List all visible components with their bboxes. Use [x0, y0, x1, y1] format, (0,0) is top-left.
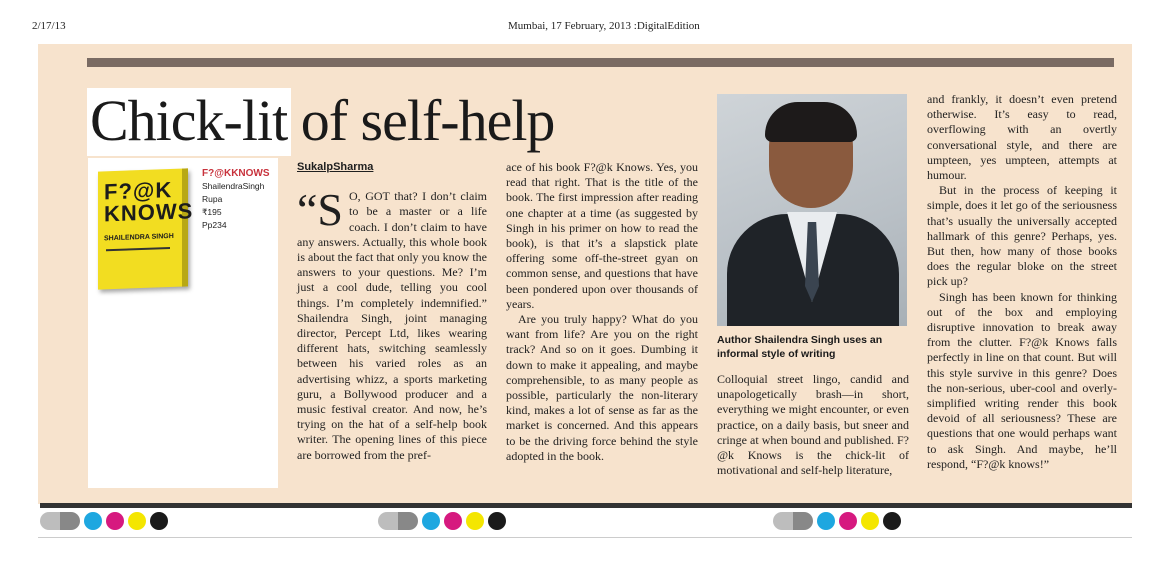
gray-registration-mark [40, 512, 80, 530]
gray-registration-mark [378, 512, 418, 530]
yellow-registration-dot [861, 512, 879, 530]
article-column-2 [506, 160, 698, 464]
bottom-rule [40, 503, 1132, 508]
column-2-paragraph-1: ace of his book F?@k Knows. Yes, you read that right. That is the title of the book. The first impression after reading one chapter at a time (as suggested by Singh in his primer on how to read the book), is that it’s a slapstick plate offering some off-the-street gyan on common sense, and questions that have been pondered upon over thousands of years. [506, 160, 698, 311]
gray-registration-mark [773, 512, 813, 530]
cyan-registration-dot [817, 512, 835, 530]
edition-line: Mumbai, 17 February, 2013 :DigitalEdition [508, 20, 700, 32]
color-registration-marks-center [378, 512, 506, 530]
magenta-registration-dot [444, 512, 462, 530]
page-bottom-line [38, 537, 1132, 538]
book-cover-author: SHAILENDRA SINGH [104, 232, 174, 243]
book-info-title: F?@KKNOWS [202, 168, 270, 179]
article-column-3 [717, 372, 909, 478]
top-rule [87, 58, 1114, 67]
yellow-registration-dot [128, 512, 146, 530]
column-4-paragraph-3: Singh has been known for thinking out of the box and employing disruptive innovation to break away from the clutter. F?@k Knows falls perfectly in line on that count. But will this style survive in this genre? Does the non-serious, uber-cool and overly-simplified writing render this book devoid of all seriousness? These are questions that one would perhaps want to ask Singh. And maybe, he’ll respond, “F?@k knows!” [927, 289, 1117, 471]
column-4-paragraph-2: But in the process of keeping it simple, does it let go of the seriousness that’s usually the universally accepted hallmark of this genre? Perhaps, yes. But then, how many of those books does the regular bloke on the street pick up? [927, 183, 1117, 289]
book-cover-image [98, 168, 194, 289]
magenta-registration-dot [106, 512, 124, 530]
article-column-1 [297, 160, 487, 463]
book-cover-doodle [106, 247, 170, 283]
byline: SukalpSharma [297, 161, 374, 173]
article-column-4 [927, 92, 1117, 472]
black-registration-dot [883, 512, 901, 530]
magenta-registration-dot [839, 512, 857, 530]
print-date: 2/17/13 [32, 20, 66, 32]
drop-cap: “S [297, 184, 343, 236]
author-photo [717, 94, 907, 326]
color-registration-marks-left [40, 512, 168, 530]
cyan-registration-dot [84, 512, 102, 530]
column-4-paragraph-1: and frankly, it doesn’t even pretend otherwise. It’s easy to read, overflowing with an overtly conversational style, and there are umpteen, yes umpteen, attempts at humour. [927, 92, 1117, 183]
book-info-pages: Pp234 [202, 220, 227, 230]
column-1-text: O, GOT that? I don’t claim to be a master or a life coach. I don’t claim to have any answers. Actually, this whole book is about the fact that only you know the answers to your questions. Me? I’m just a cool dude, telling you cool things. I’m completely indemnified.” Shailendra Singh, joint managing director, Percept Ltd, likes wearing different hats, switching seamlessly between his varied roles as an advertising whizz, a sports marketing guru, a Bollywood producer and a music festival creator. And now, he’s trying on the hat of a self-help book writer. The opening lines of this piece are borrowed from the pref- [297, 189, 487, 462]
column-3-text: Colloquial street lingo, candid and unapologetically brash—in short, everything we might encounter, or even practice, on a daily basis, but sneer and cringe at when bound and published. F?@k Knows is the chick-lit of motivational and self-help literature, [717, 372, 909, 478]
black-registration-dot [150, 512, 168, 530]
book-info-author: ShailendraSingh [202, 181, 265, 191]
book-info [202, 167, 270, 232]
book-info-price: ₹195 [202, 207, 222, 217]
yellow-registration-dot [466, 512, 484, 530]
book-info-publisher: Rupa [202, 194, 223, 204]
black-registration-dot [488, 512, 506, 530]
book-cover-title: F?@K KNOWS [104, 176, 194, 227]
photo-caption: Author Shailendra Singh uses an informal style of writing [717, 334, 883, 360]
color-registration-marks-right [773, 512, 901, 530]
cyan-registration-dot [422, 512, 440, 530]
column-2-paragraph-2: Are you truly happy? What do you want from life? Are you on the right track? And so on it goes. Dumbing it down to make it appealing, and maybe comprehensible, to as many people as possible, particularly the non-literary kind, makes a lot of sense as far as the market is concerned. And this appears to be the driving force behind the style adopted in the book. [506, 312, 698, 463]
headline: Chick-lit of self-help [90, 88, 555, 153]
